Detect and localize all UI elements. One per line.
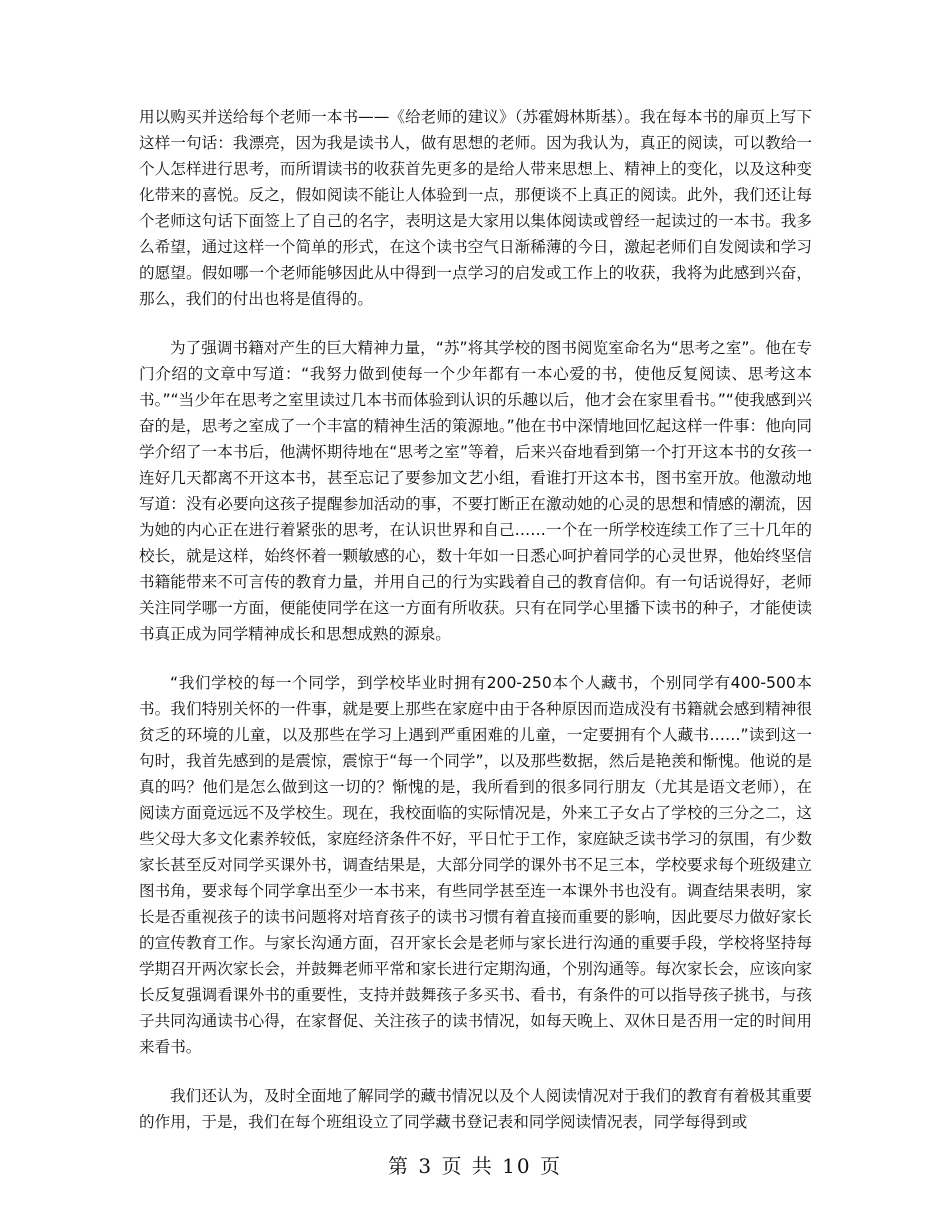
paragraph-2: 为了强调书籍对产生的巨大精神力量，“苏”将其学校的图书阅览室命名为“思考之室”。他在专门介绍的文章中写道：“我努力做到使每一个少年都有一本心爱的书，使他反复阅读、思考这本书。”“当少年在思考之室里读过几本书而体验到认识的乐趣以后，他才会在家里看书。”“使我感到兴奋的是，思考之室成了一个丰富的精神生活的策源地。”他在书中深情地回忆起这样一件事：他向同学介绍了一本书后，他满怀期待地在“思考之室”等着，后来兴奋地看到第一个打开这本书的女孩一连好几天都离不开这本书，甚至忘记了要参加文艺小组，看谁打开这本书，图书室开放。他激动地写道：没有必要向这孩子提醒参加活动的事，不要打断正在激动她的心灵的思想和情感的潮流，因为她的内心正在进行着紧张的思考，在认识世界和自己……一个在一所学校连续工作了三十几年的校长，就是这样，始终怀着一颗敏感的心，数十年如一日悉心呵护着同学的心灵世界，他始终坚信书籍能带来不可言传的教育力量，并用自己的行为实践着自己的教育信仰。有一句话说得好，老师关注同学哪一方面，便能使同学在这一方面有所收获。只有在同学心里播下读书的种子，才能使读书真正成为同学精神成长和思想成熟的源泉。 — [139, 339, 812, 643]
page-number-footer: 第 3 页 共 10 页 — [388, 1154, 562, 1178]
paragraph-4: 我们还认为，及时全面地了解同学的藏书情况以及个人阅读情况对于我们的教育有着极其重要的作用，于是，我们在每个班组设立了同学藏书登记表和同学阅读情况表，同学每得到或 — [139, 1087, 812, 1131]
paragraph-1: 用以购买并送给每个老师一本书——《给老师的建议》（苏霍姆林斯基）。我在每本书的扉页上写下这样一句话：我漂亮，因为我是读书人，做有思想的老师。因为我认为，真正的阅读，可以教给一个人怎样进行思考，而所谓读书的收获首先更多的是给人带来思想上、精神上的变化，以及这种变化带来的喜悦。反之，假如阅读不能让人体验到一点，那便谈不上真正的阅读。此外，我们还让每个老师这句话下面签上了自己的名字，表明这是大家用以集体阅读或曾经一起读过的一本书。我多么希望，通过这样一个简单的形式，在这个读书空气日渐稀薄的今日，激起老师们自发阅读和学习的愿望。假如哪一个老师能够因此从中得到一点学习的启发或工作上的收获，我将为此感到兴奋，那么，我们的付出也将是值得的。 — [139, 108, 812, 308]
document-body — [139, 104, 812, 1135]
paragraph-3: “我们学校的每一个同学，到学校毕业时拥有200-250本个人藏书，个别同学有400-500本书。我们特别关怀的一件事，就是要上那些在家庭中由于各种原因而造成没有书籍就会感到精神很贫乏的环境的儿童，以及那些在学习上遇到严重困难的儿童，一定要拥有个人藏书……”读到这一句时，我首先感到的是震惊，震惊于“每一个同学”，以及那些数据，然后是艳羡和惭愧。他说的是真的吗？他们是怎么做到这一切的？惭愧的是，我所看到的很多同行朋友（尤其是语文老师），在阅读方面竟远远不及学校生。现在，我校面临的实际情况是，外来工子女占了学校的三分之二，这些父母大多文化素养较低，家庭经济条件不好，平日忙于工作，家庭缺乏读书学习的氛围，有少数家长甚至反对同学买课外书，调查结果是，大部分同学的课外书不足三本，学校要求每个班级建立图书角，要求每个同学拿出至少一本书来，有些同学甚至连一本课外书也没有。调查结果表明，家长是否重视孩子的读书问题将对培育孩子的读书习惯有着直接而重要的影响，因此要尽力做好家长的宣传教育工作。与家长沟通方面，召开家长会是老师与家长进行沟通的重要手段，学校将坚持每学期召开两次家长会，并鼓舞老师平常和家长进行定期沟通，个别沟通等。每次家长会，应该向家长反复强调看课外书的重要性，支持并鼓舞孩子多买书、看书，有条件的可以指导孩子挑书，与孩子共同沟通读书心得，在家督促、关注孩子的读书情况，如每天晚上、双休日是否用一定的时间用来看书。 — [139, 674, 812, 1056]
